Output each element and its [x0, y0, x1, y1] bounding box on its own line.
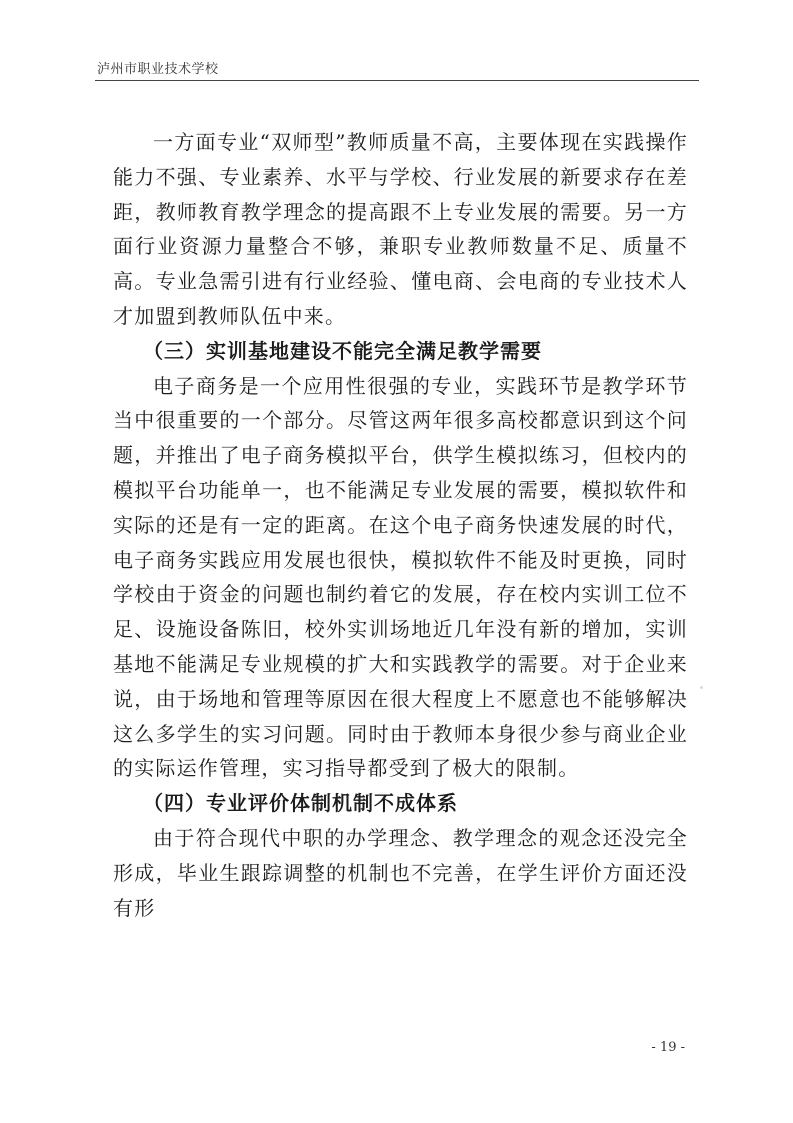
page-number: - 19 - [651, 1040, 685, 1055]
section-heading-evaluation: （四）专业评价体制机制不成体系 [143, 791, 458, 816]
header-divider [95, 80, 699, 81]
paragraph-teachers: 一方面专业“双师型”教师质量不高，主要体现在实践操作能力不强、专业素养、水平与学校、行业发展的新要求存在差距，教师教育教学理念的提高跟不上专业发展的需要。另一方面行业资源力量整合不够，兼职专业教师数量不足、质量不高。专业急需引进有行业经验、懂电商、会电商的专业技术人才加盟到教师队伍中来。 [113, 130, 688, 328]
header-title: 泸州市职业技术学校 [97, 62, 219, 77]
section-heading-training-base: （三）实训基地建设不能完全满足教学需要 [143, 338, 542, 363]
paragraph-training-base: 电子商务是一个应用性很强的专业，实践环节是教学环节当中很重要的一个部分。尽管这两年很多高校都意识到这个问题，并推出了电子商务模拟平台，供学生模拟练习，但校内的模拟平台功能单一，也不能满足专业发展的需要，模拟软件和实际的还是有一定的距离。在这个电子商务快速发展的时代，电子商务实践应用发展也很快，模拟软件不能及时更换，同时学校由于资金的问题也制约着它的发展，存在校内实训工位不足、设施设备陈旧，校外实训场地近几年没有新的增加，实训基地不能满足专业规模的扩大和实践教学的需要。对于企业来说，由于场地和管理等原因在很大程度上不愿意也不能够解决这么多学生的实习问题。同时由于教师本身很少参与商业企业的实际运作管理，实习指导都受到了极大的限制。 [113, 373, 688, 781]
scan-artifact [700, 686, 703, 689]
document-body [113, 125, 688, 925]
paragraph-evaluation: 由于符合现代中职的办学理念、教学理念的观念还没完全形成，毕业生跟踪调整的机制也不完善，在学生评价方面还没有形 [113, 825, 688, 920]
